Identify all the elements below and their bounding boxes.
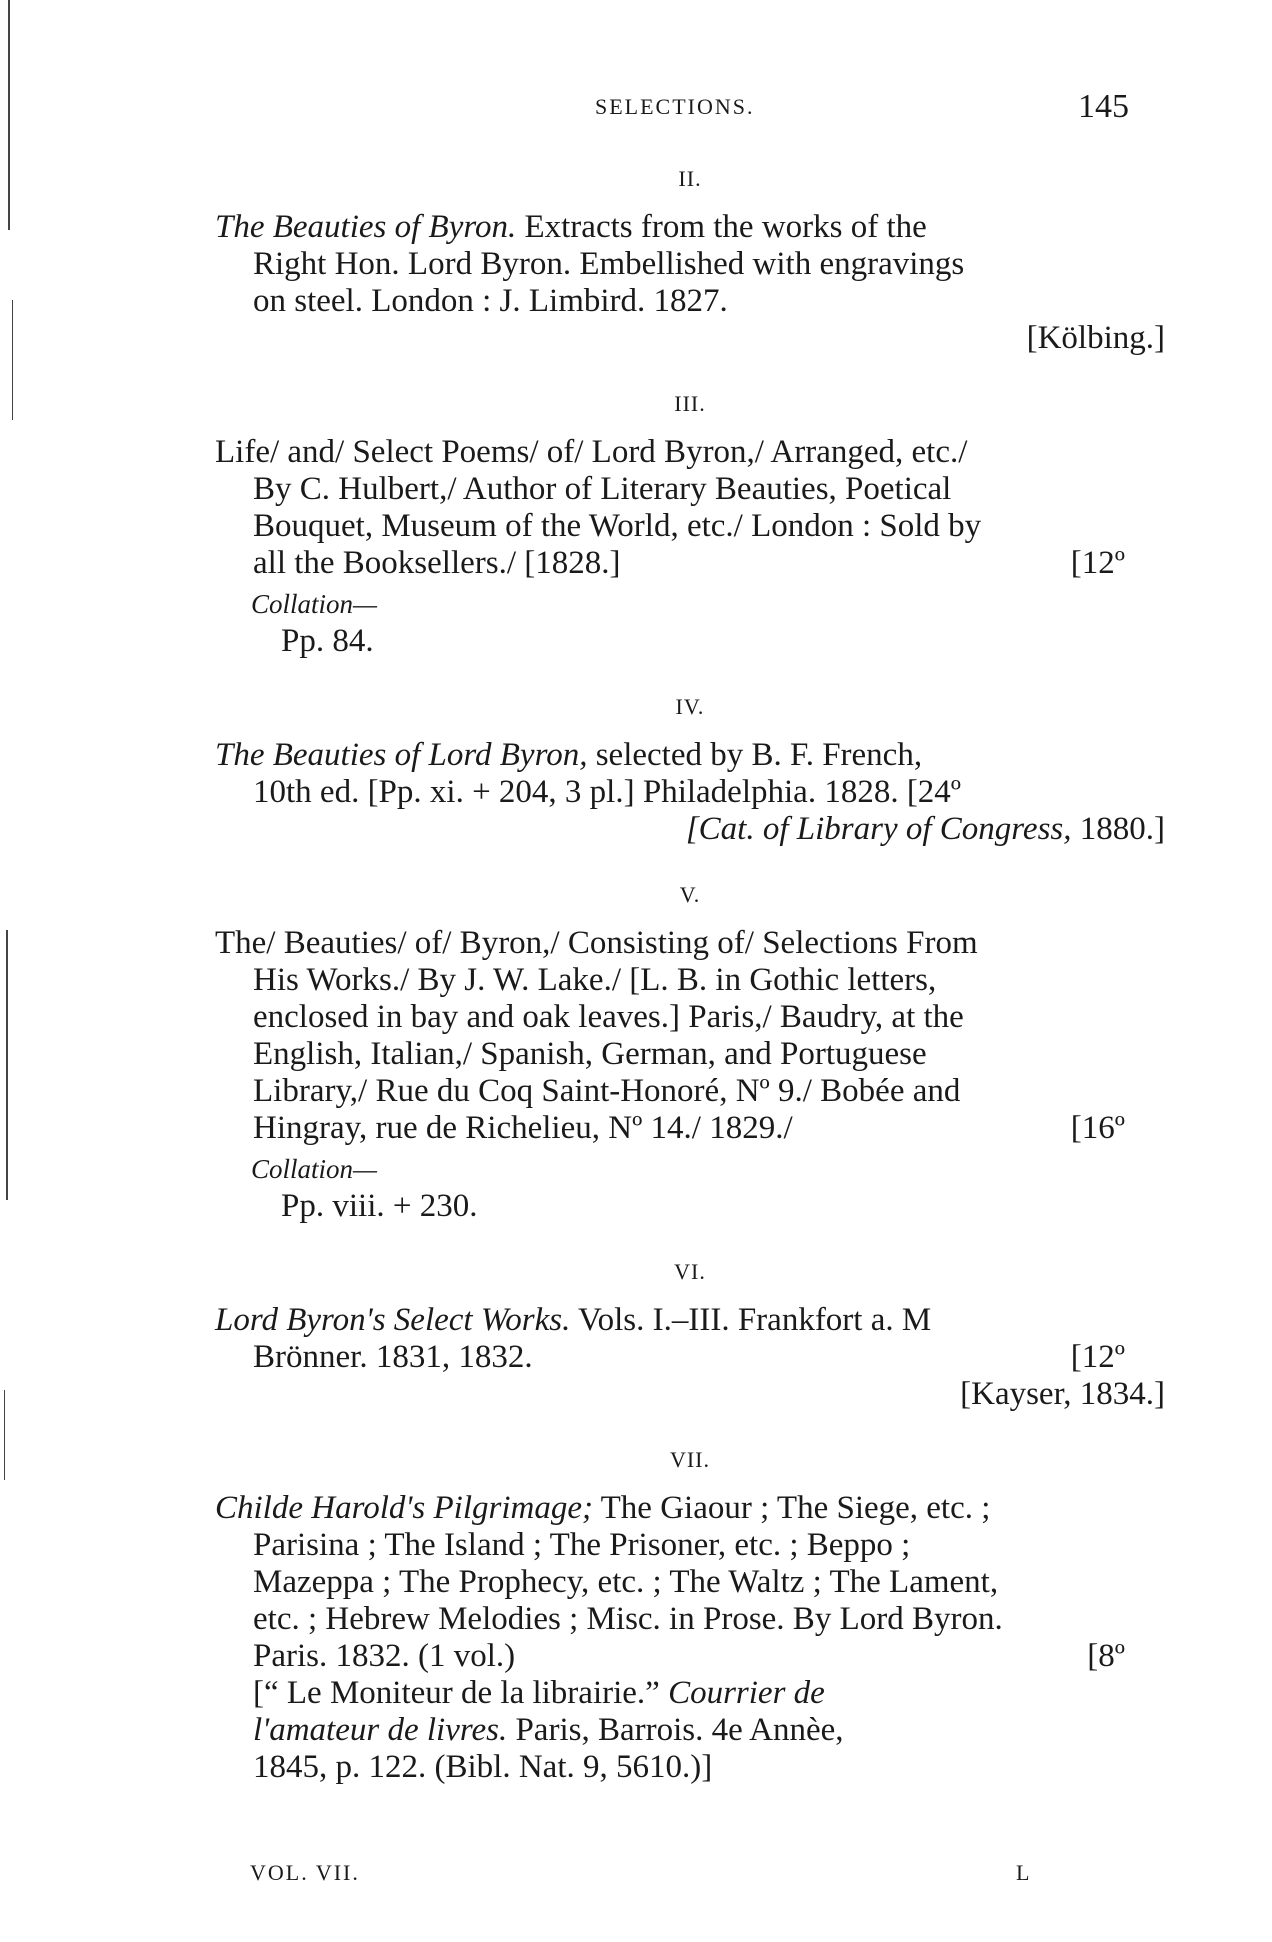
entry-line	[215, 1638, 1165, 1675]
format-mark: [16º	[1070, 1110, 1125, 1146]
italic-title: Childe Harold's Pilgrimage;	[215, 1490, 593, 1526]
entry-text: The/ Beauties/ of/ Byron,/ Consisting of/ Selections From	[215, 925, 978, 961]
entry-text: [“ Le Moniteur de la librairie.”	[253, 1675, 669, 1711]
body-text	[215, 160, 1165, 1786]
page-edge-shadow	[0, 0, 28, 1942]
section-numeral: V.	[679, 882, 701, 907]
entry-line	[215, 1376, 1165, 1413]
entry-text: Parisina ; The Island ; The Prisoner, etc. ; Beppo ;	[253, 1527, 911, 1563]
collation-label: Collation—	[251, 1154, 378, 1184]
italic-title: Lord Byron's Select Works.	[215, 1302, 571, 1338]
entry-line	[215, 471, 1165, 508]
entry-text: all the Booksellers./ [1828.]	[253, 545, 621, 581]
entry-text: 1845, p. 122. (Bibl. Nat. 9, 5610.)]	[253, 1749, 713, 1785]
entry-line	[215, 999, 1165, 1036]
bibliography-entry	[215, 209, 1165, 357]
entry-line	[215, 1601, 1165, 1638]
entry-line	[215, 774, 1165, 811]
entry-text: Life/ and/ Select Poems/ of/ Lord Byron,/ Arranged, etc./	[215, 434, 968, 470]
bibliography-entry	[215, 1490, 1165, 1786]
entry-text: on steel. London : J. Limbird. 1827.	[253, 283, 728, 319]
entry-text: Right Hon. Lord Byron. Embellished with engravings	[253, 246, 965, 282]
bibliography-entry	[215, 925, 1165, 1147]
entry-line	[215, 545, 1165, 582]
collation-value: Pp. 84.	[281, 623, 374, 659]
section-numeral: II.	[678, 166, 702, 191]
italic-title: The Beauties of Byron.	[215, 209, 517, 245]
entry-text: Vols. I.–III. Frankfort a. M	[570, 1302, 932, 1338]
bibliography-entry	[215, 737, 1165, 848]
entry-text: selected by B. F. French,	[587, 737, 923, 773]
entry-text: [Kayser, 1834.]	[960, 1376, 1165, 1412]
running-title: SELECTIONS.	[595, 94, 755, 119]
entry-line	[215, 962, 1165, 999]
entry-text: His Works./ By J. W. Lake./ [L. B. in Gothic letters,	[253, 962, 937, 998]
entry-line	[215, 1749, 1165, 1786]
entry-line	[215, 811, 1165, 848]
entry-line	[215, 434, 1165, 471]
entry-line	[215, 1712, 1165, 1749]
entry-line	[215, 1675, 1165, 1712]
entry-text: Paris, Barrois. 4e Annèe,	[507, 1712, 844, 1748]
entry-line	[215, 1110, 1165, 1147]
entry-text: Brönner. 1831, 1832.	[253, 1339, 533, 1375]
italic-title: Courrier de	[668, 1675, 825, 1711]
entry-text: 10th ed. [Pp. xi. + 204, 3 pl.] Philadelphia. 1828. [24º	[253, 774, 962, 810]
entry-text: Mazeppa ; The Prophecy, etc. ; The Waltz ; The Lament,	[253, 1564, 999, 1600]
entry-line	[215, 1527, 1165, 1564]
entry-line	[215, 1490, 1165, 1527]
entry-line	[215, 283, 1165, 320]
entry-text: 1880.]	[1071, 811, 1165, 847]
collation-label: Collation—	[251, 589, 378, 619]
entry-line	[215, 737, 1165, 774]
format-mark: [8º	[1087, 1638, 1125, 1674]
entry-text: Bouquet, Museum of the World, etc./ London : Sold by	[253, 508, 982, 544]
page-number: 145	[1078, 88, 1129, 125]
format-mark: [12º	[1070, 545, 1125, 581]
entry-text: By C. Hulbert,/ Author of Literary Beauties, Poetical	[253, 471, 952, 507]
italic-title: l'amateur de livres.	[253, 1712, 508, 1748]
italic-title: The Beauties of Lord Byron,	[215, 737, 588, 773]
collation-value: Pp. viii. + 230.	[281, 1188, 478, 1224]
section-numeral: III.	[674, 391, 706, 416]
section-numeral: VII.	[669, 1447, 711, 1472]
entry-text: Library,/ Rue du Coq Saint-Honoré, Nº 9./ Bobée and	[253, 1073, 961, 1109]
bibliography-entry	[215, 434, 1165, 582]
entry-line	[215, 1036, 1165, 1073]
entry-line	[215, 1564, 1165, 1601]
entry-line	[215, 320, 1165, 357]
bibliography-entry	[215, 1302, 1165, 1413]
entry-line	[215, 925, 1165, 962]
entry-text: [Kölbing.]	[1026, 320, 1165, 356]
entry-text: etc. ; Hebrew Melodies ; Misc. in Prose. By Lord Byron.	[253, 1601, 1003, 1637]
section-numeral: IV.	[675, 694, 705, 719]
entry-text: English, Italian,/ Spanish, German, and Portuguese	[253, 1036, 927, 1072]
entry-line	[215, 1302, 1165, 1339]
entry-line	[215, 209, 1165, 246]
gathering-signature: L	[1016, 1860, 1032, 1885]
entry-text: Paris. 1832. (1 vol.)	[253, 1638, 516, 1674]
entry-text: Hingray, rue de Richelieu, Nº 14./ 1829./	[253, 1110, 793, 1146]
entry-line	[215, 1073, 1165, 1110]
section-numeral: VI.	[674, 1259, 706, 1284]
format-mark: [12º	[1070, 1339, 1125, 1375]
entry-line	[215, 246, 1165, 283]
volume-signature: VOL. VII.	[250, 1860, 360, 1885]
entry-text: Extracts from the works of the	[516, 209, 927, 245]
running-head	[0, 88, 1272, 128]
entry-line	[215, 1339, 1165, 1376]
entry-line	[215, 508, 1165, 545]
entry-text: enclosed in bay and oak leaves.] Paris,/ Baudry, at the	[253, 999, 964, 1035]
italic-title: [Cat. of Library of Congress,	[685, 811, 1072, 847]
entry-text: The Giaour ; The Siege, etc. ;	[593, 1490, 991, 1526]
